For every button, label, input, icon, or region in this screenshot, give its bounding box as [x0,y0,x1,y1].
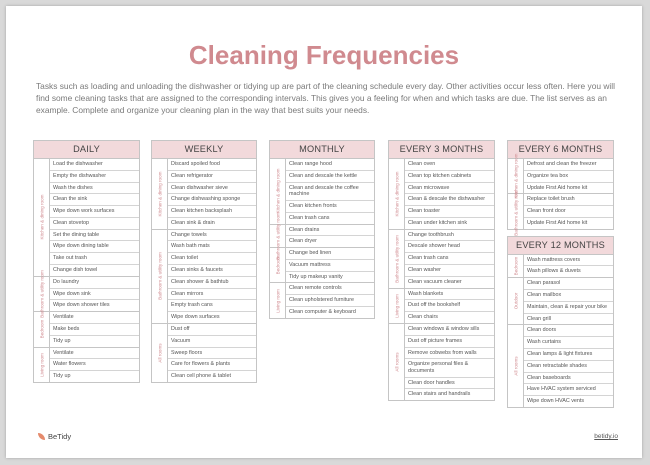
leaf-icon [38,433,45,440]
task-item: Clean range hood [286,159,374,171]
room-group [507,153,614,199]
task-item: Load the dishwasher [50,159,139,171]
task-item: Clean computer & keyboard [289,308,356,315]
room-label-text: Bathroom & utility room [275,211,280,260]
room-label [389,324,405,400]
task-item: Empty the dishwasher [50,171,139,183]
task-item: Wash mattress covers [524,255,613,267]
task-item: Vacuum [168,336,256,348]
task-item: Clean parasol [524,278,613,290]
schedule-block [33,140,140,383]
task-list [524,325,613,406]
task-item: Wash bath mats [168,241,256,253]
task-item: Change towels [168,230,256,242]
room-label [152,230,168,323]
column-daily [33,140,140,389]
task-list [286,225,374,248]
task-list [50,312,139,346]
room-label-text: Living room [275,288,280,313]
task-item: Clean stairs and handrails [408,391,471,398]
task-item: Empty trash cans [168,300,256,312]
task-item: Clean doors [524,325,613,337]
task-item: Clean trash cans [405,253,494,265]
task-item: Wipe down shower tiles [53,302,110,309]
room-group [388,289,495,324]
room-label-text: All rooms [157,343,162,363]
room-label-text: Bathroom & utility room [39,270,44,318]
column-every-3-months [388,140,495,407]
room-label [152,159,168,229]
website-link[interactable]: betidy.io [594,433,618,440]
task-item: Descale shower head [405,241,494,253]
task-item: Clean drains [286,225,374,237]
room-group [388,324,495,401]
room-label [34,348,50,382]
task-item: Clean washer [405,265,494,277]
task-item: Clean sink & drain [171,219,215,226]
task-item: Clean and descale the coffee machine [286,183,374,201]
frequency-header: DAILY [33,140,140,159]
task-item: Tidy up makeup vanity [289,273,343,280]
room-group [507,255,614,279]
room-label-text: All rooms [513,356,518,376]
task-list [405,289,494,323]
task-item: Clean stovetop [50,218,139,230]
room-label-text: Living room [394,293,399,318]
room-group [33,159,140,277]
task-list [50,277,139,311]
task-item: Clean kitchen backsplash [168,206,256,218]
room-label [270,283,286,317]
task-item: Clean lamps & light fixtures [524,349,613,361]
task-item: Clean dishwasher sieve [168,183,256,195]
task-item: Clean windows & window sills [405,324,494,336]
task-item: Vacuum mattress [286,260,374,272]
room-group [388,159,495,230]
frequency-header: EVERY 12 MONTHS [507,236,614,255]
task-item: Have HVAC system serviced [524,384,613,396]
room-label [270,211,286,260]
task-item: Wipe down surfaces [171,314,220,321]
brand-logo [38,432,71,441]
intro-paragraph: Tasks such as loading and unloading the dishwasher or tidying up are part of the cleaning schedule every day. Other activities occur less often. Here you will find some cleaning tasks that are assigned to the corresponding intervals. This gives you a feeling for when and which tasks are due. The list serves as an example. Complete and organize your cleaning plan in the way that best suits your needs. [36,81,615,115]
task-item: Clean toaster [405,206,494,218]
task-list [168,230,256,323]
task-item: Tidy up [53,373,71,380]
task-item: Dust off [168,324,256,336]
brand-name: BeTidy [48,432,72,441]
task-item: Clean dryer [289,238,317,245]
task-item: Remove cobwebs from walls [405,348,494,360]
task-item: Care for flowers & plants [168,359,256,371]
schedule-block [507,236,614,408]
task-item: Wash blankets [405,289,494,301]
room-group [269,283,375,318]
task-item: Clean sinks & faucets [168,265,256,277]
frequency-header: EVERY 3 MONTHS [388,140,495,159]
document-page [6,6,642,458]
frequency-header: MONTHLY [269,140,375,159]
task-item: Clean microwave [405,183,494,195]
room-label-text: Kitchen & dining room [513,153,518,199]
room-label-text: Kitchen & dining room [275,168,280,214]
task-item: Change dish towel [53,267,98,274]
task-item: Clean cell phone & tablet [171,373,231,380]
column-every-6-12-months [507,140,614,414]
task-item: Defrost and clean the freezer [524,159,613,171]
room-group [269,159,375,225]
task-list [286,248,374,282]
task-item: Clean upholstered furniture [286,295,374,307]
task-item: Clean top kitchen cabinets [405,171,494,183]
room-label-text: Bedroom [39,320,44,339]
room-label-text: Bedroom [513,256,518,276]
task-item: Sweep floors [168,348,256,360]
task-item: Discard spoiled food [168,159,256,171]
schedule-block [388,140,495,401]
task-item: Clean shower & bathtub [168,277,256,289]
room-group [151,159,257,230]
room-group [507,325,614,407]
task-item: Clean kitchen fronts [286,201,374,213]
task-item: Clean baseboards [524,373,613,385]
task-item: Update First Aid home kit [527,184,588,191]
task-list [50,159,139,276]
task-item: Clean & descale the dishwasher [405,194,494,206]
room-label [270,248,286,282]
task-item: Wipe down sink [50,289,139,301]
task-item: Wipe down work surfaces [50,206,139,218]
room-label-text: Kitchen & dining room [157,171,162,217]
room-label-text: Kitchen & dining room [39,194,44,240]
task-item: Clean trash cans [289,214,330,221]
task-item: Organize tea box [524,171,613,183]
task-item: Wipe down HVAC vents [527,398,585,405]
room-label [508,255,524,278]
page-title: Cleaning Frequencies [188,40,460,70]
task-item: Wash the dishes [50,183,139,195]
task-item: Change toothbrush [405,230,494,242]
task-item: Wash curtains [524,337,613,349]
task-item: Clean mirrors [168,289,256,301]
task-list [524,278,613,324]
task-list [168,159,256,229]
room-label [34,159,50,276]
task-item: Dust off the bookshelf [405,300,494,312]
task-item: Do laundry [50,277,139,289]
task-item: Clean refrigerator [168,171,256,183]
room-label-text: Living room [39,352,44,377]
task-item: Update First Aid home kit [527,219,588,226]
room-label-text: Bedroom [275,255,280,275]
task-list [405,324,494,400]
task-item: Organize personal files & documents [405,359,494,377]
room-label [389,159,405,229]
room-label [508,278,524,324]
task-list [524,194,613,228]
room-label [389,230,405,288]
task-list [405,230,494,288]
task-list [524,159,613,193]
room-label-text: All rooms [394,352,399,372]
task-item: Clean the sink [50,194,139,206]
task-item: Clean vacuum cleaner [408,278,462,285]
frequency-header: WEEKLY [151,140,257,159]
room-group [151,324,257,383]
task-item: Clean grill [527,315,551,322]
task-item: Clean door handles [405,378,494,390]
task-list [405,159,494,229]
room-label [34,270,50,318]
room-group [507,187,614,236]
room-label [389,289,405,323]
room-group [269,248,375,283]
schedule-block [151,140,257,383]
room-label-text: Kitchen & dining room [394,171,399,217]
task-item: Clean toilet [168,253,256,265]
frequency-header: EVERY 6 MONTHS [507,140,614,159]
task-list [286,159,374,224]
task-item: Clean oven [405,159,494,171]
room-label [508,187,524,236]
column-weekly [151,140,257,389]
task-item: Maintain, clean & repair your bike [524,302,613,314]
task-item: Ventilate [50,348,139,360]
schedule-block [269,140,375,319]
room-group [151,230,257,324]
task-item: Wash pillows & duvets [527,268,581,275]
room-label [34,312,50,346]
task-item: Dust off picture frames [405,336,494,348]
task-list [50,348,139,382]
task-item: Make beds [50,324,139,336]
room-group [33,348,140,383]
task-list [286,283,374,317]
room-label [508,325,524,406]
task-item: Change bed linen [286,248,374,260]
room-label-text: Outdoor [513,293,518,310]
room-group [388,230,495,289]
room-group [33,312,140,347]
room-label [152,324,168,382]
room-label-text: Bathroom & utility room [394,234,399,283]
task-item: Clean chairs [408,314,438,321]
task-item: Clean retractable shades [524,361,613,373]
task-item: Change dishwashing sponge [168,194,256,206]
column-monthly [269,140,375,325]
task-item: Wipe down dining table [50,241,139,253]
room-group [507,278,614,325]
task-item: Water flowers [50,359,139,371]
task-list [524,255,613,278]
task-item: Clean and descale the kettle [286,171,374,183]
task-item: Take out trash [50,253,139,265]
room-label-text: Bathroom & utility room [157,252,162,301]
task-item: Replace toilet brush [524,194,613,206]
schedule-block [507,140,614,236]
task-item: Clean front door [524,206,613,218]
room-label-text: Bathroom & utility room [513,187,518,236]
task-item: Clean mailbox [524,290,613,302]
task-item: Clean under kitchen sink [408,219,468,226]
task-item: Clean remote controls [286,283,374,295]
task-item: Tidy up [53,337,71,344]
task-item: Set the dining table [50,230,139,242]
task-list [168,324,256,382]
task-item: Ventilate [50,312,139,324]
